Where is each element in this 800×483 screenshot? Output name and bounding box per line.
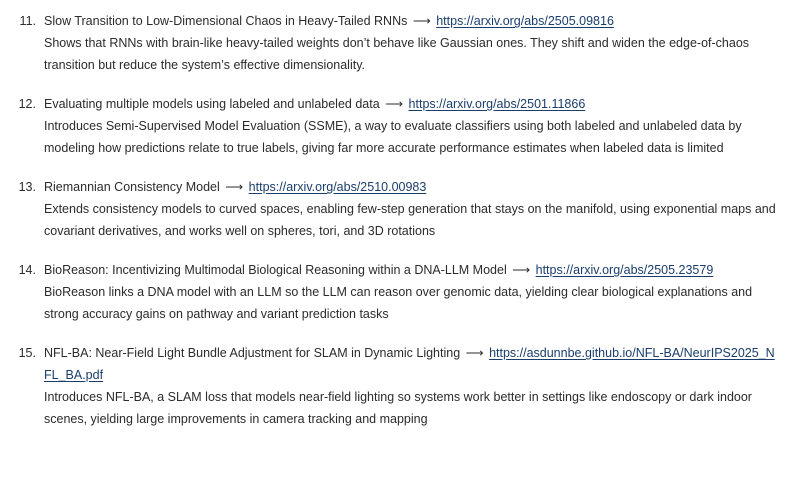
list-item xyxy=(18,93,778,159)
item-body xyxy=(44,10,778,76)
item-link[interactable]: https://arxiv.org/abs/2505.23579 xyxy=(535,263,714,277)
item-link[interactable]: https://arxiv.org/abs/2501.11866 xyxy=(408,97,586,111)
item-description: Extends consistency models to curved spaces, enabling few-step generation that stays on the manifold, using exponential maps and covariant derivatives, and works well on spheres, tori, and 3D rotations xyxy=(44,202,776,238)
item-title-line xyxy=(44,259,778,281)
arrow-icon: ⟶ xyxy=(465,346,484,360)
item-title: NFL-BA: Near-Field Light Bundle Adjustment for SLAM in Dynamic Lighting xyxy=(44,346,461,360)
item-body xyxy=(44,259,778,325)
item-title: Evaluating multiple models using labeled and unlabeled data xyxy=(44,97,380,111)
item-number: 12. xyxy=(18,97,36,111)
item-body xyxy=(44,176,778,242)
reference-list xyxy=(18,10,778,430)
arrow-icon: ⟶ xyxy=(412,14,431,28)
item-description: Shows that RNNs with brain-like heavy-tailed weights don’t behave like Gaussian ones. They shift and widen the edge-of-chaos transition but reduce the system’s effective dimensionality. xyxy=(44,36,750,72)
item-description: BioReason links a DNA model with an LLM so the LLM can reason over genomic data, yielding clear biological explanations and strong accuracy gains on pathway and variant prediction tasks xyxy=(44,285,753,321)
item-title: BioReason: Incentivizing Multimodal Biological Reasoning within a DNA-LLM Model xyxy=(44,263,507,277)
item-title: Slow Transition to Low-Dimensional Chaos in Heavy-Tailed RNNs xyxy=(44,14,408,28)
item-body xyxy=(44,342,778,430)
list-item xyxy=(18,10,778,76)
list-item xyxy=(18,342,778,430)
item-number: 14. xyxy=(18,263,36,277)
arrow-icon: ⟶ xyxy=(225,180,244,194)
arrow-icon: ⟶ xyxy=(512,263,531,277)
item-link[interactable]: https://arxiv.org/abs/2510.00983 xyxy=(248,180,427,194)
item-link[interactable]: https://asdunnbe.github.io/NFL-BA/NeurIPS2025_NFL_BA.pdf xyxy=(44,346,775,382)
arrow-icon: ⟶ xyxy=(385,97,404,111)
item-description: Introduces NFL-BA, a SLAM loss that models near-field lighting so systems work better in settings like endoscopy or dark indoor scenes, yielding large improvements in camera tracking and mapping xyxy=(44,390,752,426)
list-item xyxy=(18,259,778,325)
item-title-line xyxy=(44,10,778,32)
item-title: Riemannian Consistency Model xyxy=(44,180,220,194)
item-description: Introduces Semi-Supervised Model Evaluation (SSME), a way to evaluate classifiers using both labeled and unlabeled data by modeling how predictions relate to true labels, giving far more accurate performance estimates when labeled data is limited xyxy=(44,119,742,155)
item-title-line xyxy=(44,93,778,115)
item-link[interactable]: https://arxiv.org/abs/2505.09816 xyxy=(436,14,614,28)
list-item xyxy=(18,176,778,242)
item-body xyxy=(44,93,778,159)
item-number: 13. xyxy=(18,180,36,194)
item-number: 11. xyxy=(19,14,36,28)
item-title-line xyxy=(44,342,778,386)
item-number: 15. xyxy=(18,346,36,360)
item-title-line xyxy=(44,176,778,198)
